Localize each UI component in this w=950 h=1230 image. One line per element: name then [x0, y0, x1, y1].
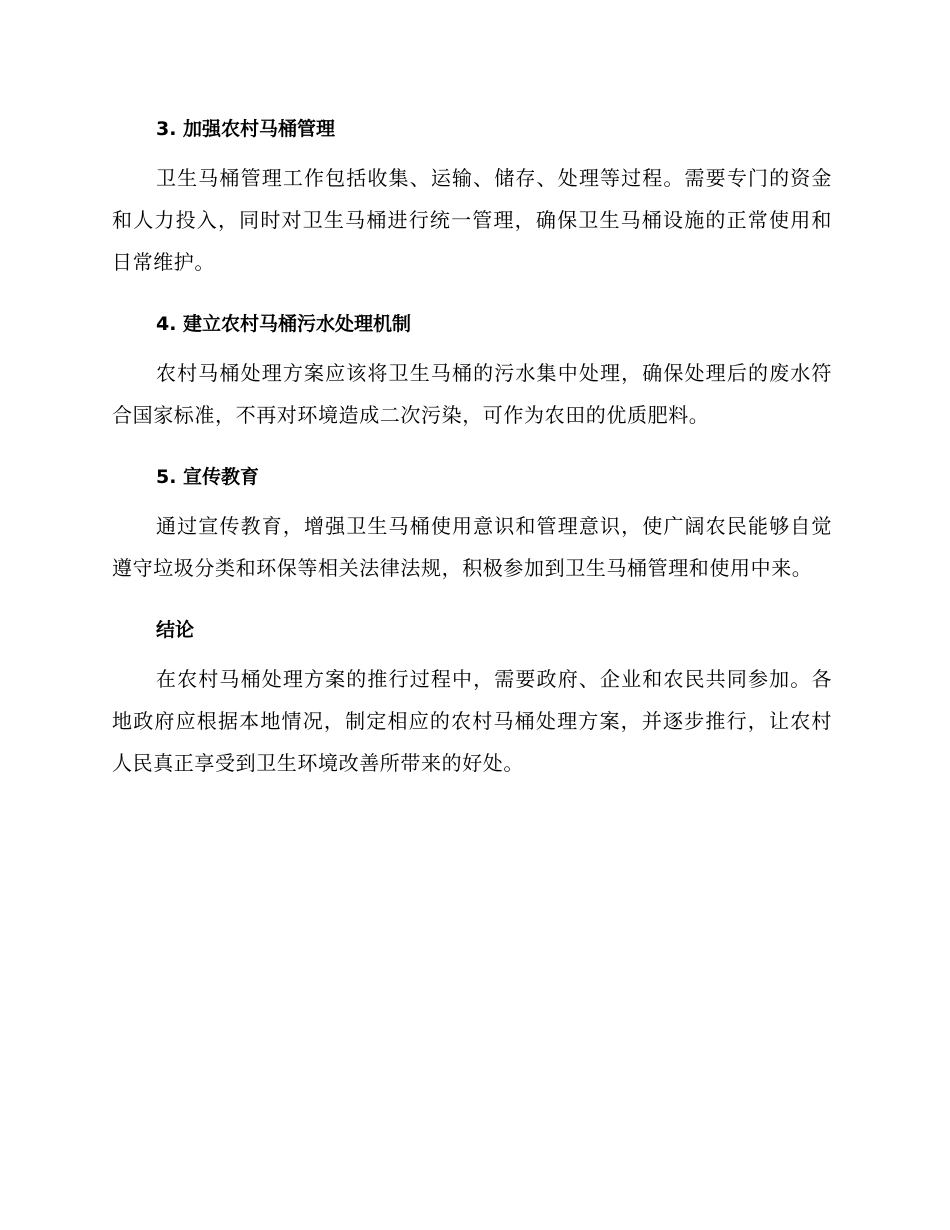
section-heading: 5. 宣传教育: [156, 466, 260, 488]
section-paragraph: 农村马桶处理方案应该将卫生马桶的污水集中处理，确保处理后的废水符合国家标准，不再对环境造成二次污染，可作为农田的优质肥料。: [112, 361, 832, 427]
section-sewage-treatment: [112, 305, 832, 436]
section-paragraph: 通过宣传教育，增强卫生马桶使用意识和管理意识，使广阔农民能够自觉遵守垃圾分类和环保等相关法律法规，积极参加到卫生马桶管理和使用中来。: [112, 514, 832, 580]
section-publicity-education: [112, 458, 832, 589]
section-heading: 3. 加强农村马桶管理: [156, 118, 336, 140]
section-heading: 4. 建立农村马桶污水处理机制: [156, 313, 412, 335]
section-paragraph: 在农村马桶处理方案的推行过程中，需要政府、企业和农民共同参加。各地政府应根据本地情况，制定相应的农村马桶处理方案，并逐步推行，让农村人民真正享受到卫生环境改善所带来的好处。: [112, 667, 832, 775]
section-heading: 结论: [156, 619, 195, 641]
section-rural-toilet-management: [112, 110, 832, 283]
section-conclusion: [112, 611, 832, 784]
section-paragraph: 卫生马桶管理工作包括收集、运输、储存、处理等过程。需要专门的资金和人力投入，同时对卫生马桶进行统一管理，确保卫生马桶设施的正常使用和日常维护。: [112, 166, 832, 274]
